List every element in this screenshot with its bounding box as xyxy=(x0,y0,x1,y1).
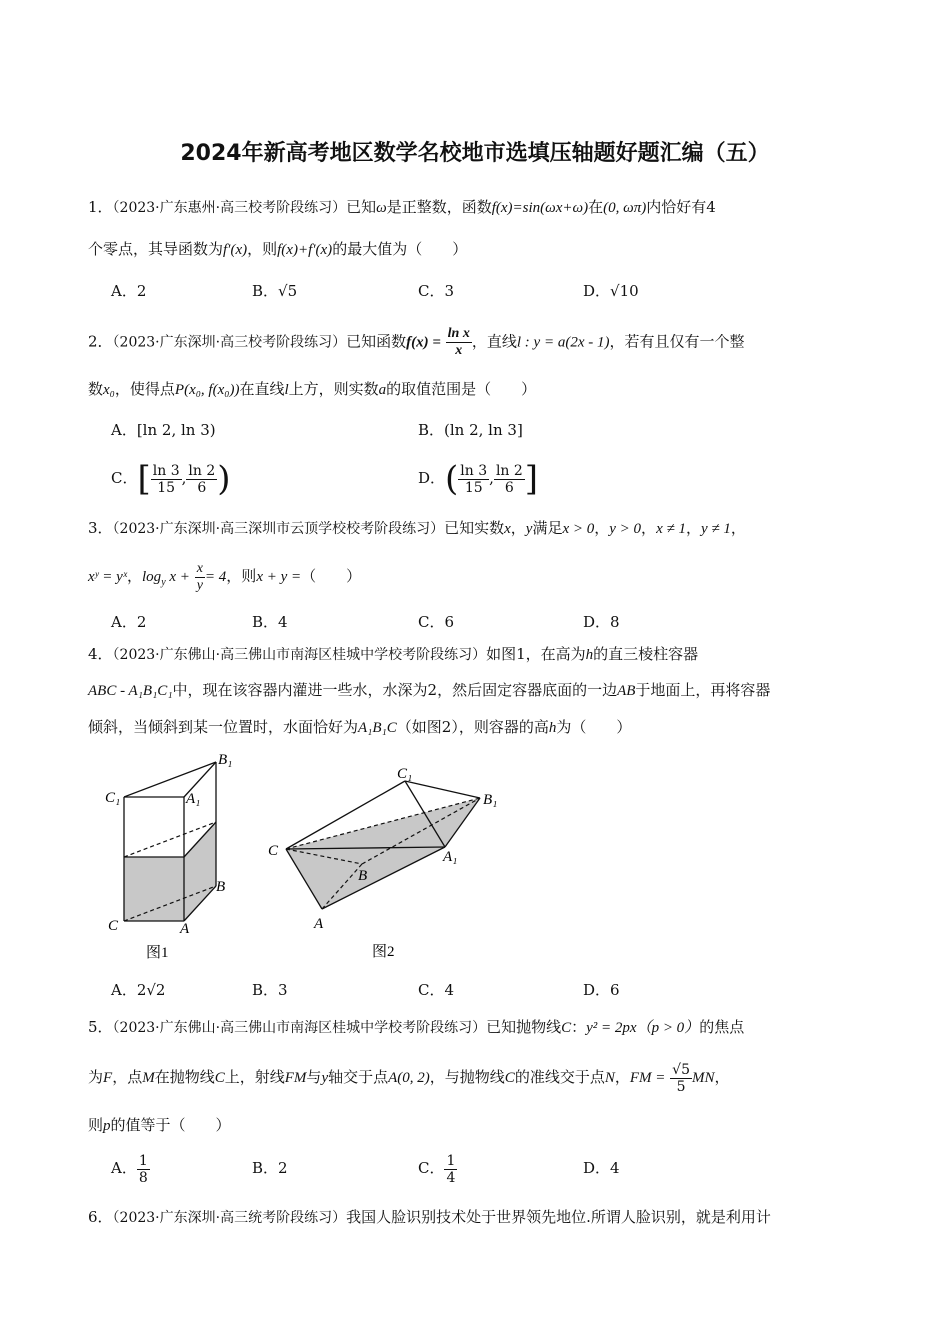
q3-log-base: y xyxy=(161,577,166,588)
q2-option-a: A．[ln 2, ln 3) xyxy=(111,421,216,439)
q2-text: 已知函数 xyxy=(346,332,407,351)
q3-option-d: D．8 xyxy=(583,613,620,631)
q3-ask: x + y = xyxy=(256,569,302,585)
q5-number: 5． xyxy=(88,1018,113,1036)
frac-den: 5 xyxy=(676,1078,686,1095)
q2-point: P(x₀, f(x₀)) xyxy=(174,382,240,398)
q3-text: 已知实数 xyxy=(444,519,505,537)
q2-text: ，使得点 xyxy=(114,380,175,398)
q2-option-d-frac2 xyxy=(494,463,525,496)
q5-parabola: y² = 2px xyxy=(586,1020,637,1036)
q2-frac-num: ln x xyxy=(447,326,470,341)
q2-line1 xyxy=(88,326,744,359)
q1-interval: (0, ωπ) xyxy=(603,200,647,216)
q3-sep: ， xyxy=(641,519,657,537)
q5-text: 的焦点 xyxy=(699,1018,745,1036)
q4-text: 于地面上，再将容器 xyxy=(635,681,771,699)
q5-c: C xyxy=(504,1070,515,1086)
q3-sep: ， xyxy=(510,519,526,537)
q5-option-a-frac xyxy=(137,1153,150,1186)
q5-option-c-frac xyxy=(444,1153,457,1186)
q1-omega: ω xyxy=(376,200,387,216)
q4-option-c: C．4 xyxy=(418,981,455,999)
q3-eq2-fraction xyxy=(195,561,205,594)
q4-text: 的直三棱柱容器 xyxy=(593,645,699,663)
q2-option-b: B．(ln 2, ln 3] xyxy=(418,421,523,439)
q5-text: 已知抛物线 xyxy=(486,1018,562,1036)
q1-option-c: C．3 xyxy=(418,282,455,300)
frac-num: ln 3 xyxy=(152,462,180,479)
q1-number: 1． xyxy=(88,198,113,216)
q3-eq2-rhs: = 4 xyxy=(204,569,227,585)
q5-option-a-label: A． xyxy=(111,1159,137,1177)
q5-vector-rhs: MN xyxy=(692,1070,715,1086)
q2-l: l xyxy=(284,382,289,398)
q3-source: （2023·广东深圳·高三深圳市云顶学校校考阶段练习） xyxy=(112,521,445,537)
fig2-label-c1: C₁ xyxy=(397,766,413,782)
fig1-label-b1: B₁ xyxy=(218,752,233,768)
q4-text: 为（ ） xyxy=(556,718,632,736)
q2-text: ，若有且仅有一个整 xyxy=(609,332,745,351)
page-title: 2024年新高考地区数学名校地市选填压轴题好题汇编（五） xyxy=(180,141,770,166)
q5-point-a: A(0, 2) xyxy=(388,1070,430,1086)
q5-source: （2023·广东佛山·高三佛山市南海区桂城中学校考阶段练习） xyxy=(112,1020,487,1036)
q5-text: ，与抛物线 xyxy=(429,1068,505,1086)
q5-vector-fraction xyxy=(670,1062,692,1095)
q4-number: 4． xyxy=(88,645,113,663)
q5-line2 xyxy=(88,1057,730,1098)
q3-option-b: B．4 xyxy=(252,613,288,631)
q2-option-d: D．( $\frac{\ln 3}{15}$ , $\frac{\ln 2}{6}$ ] xyxy=(418,459,539,499)
q1-option-d: D．√10 xyxy=(583,282,639,300)
q5-vector-lhs: FM = xyxy=(629,1070,666,1086)
q5-line3 xyxy=(88,1114,231,1137)
q2-line2 xyxy=(88,378,536,401)
q1-derivative: f′(x) xyxy=(223,242,248,258)
q2-function-fraction xyxy=(446,326,472,359)
q3-number: 3． xyxy=(88,519,113,537)
q3-option-a: A．2 xyxy=(111,613,147,631)
q1-text: 是正整数，函数 xyxy=(386,198,492,216)
q3-log: log xyxy=(142,569,162,585)
q1-text: 已知 xyxy=(346,198,377,216)
q4-ab: AB xyxy=(617,683,636,699)
q2-text: 的取值范围是（ ） xyxy=(386,380,537,398)
q2-text: 上方，则实数 xyxy=(288,380,379,398)
q6-line1 xyxy=(88,1206,771,1229)
fig1-caption: 图1 xyxy=(146,945,169,961)
q5-text: 与 xyxy=(306,1068,322,1086)
q1-text: 在 xyxy=(588,198,604,216)
q5-text: 上，射线 xyxy=(224,1068,285,1086)
frac-den: 4 xyxy=(446,1169,456,1186)
frac-den: 8 xyxy=(138,1169,148,1186)
fig1-label-a: A xyxy=(180,921,190,937)
q2-number: 2． xyxy=(88,332,113,351)
q1-sum: f(x)+f′(x) xyxy=(277,242,333,258)
q5-text: 则 xyxy=(88,1116,104,1134)
q4-option-a: A．2√2 xyxy=(111,981,166,999)
q1-line1 xyxy=(88,196,716,219)
q5-text: 的值等于（ ） xyxy=(110,1116,231,1134)
q5-n: N xyxy=(604,1070,615,1086)
q5-text: ，点 xyxy=(112,1068,143,1086)
q2-x0: x₀ xyxy=(103,382,115,398)
q3-cond2: y > 0 xyxy=(609,521,642,537)
fig2-label-a: A xyxy=(314,916,324,932)
q5-option-a xyxy=(111,1148,150,1188)
q4-text: 倾斜，当倾斜到某一位置时，水面恰好为 xyxy=(88,718,359,736)
q4-h: h xyxy=(548,720,557,736)
q5-line1 xyxy=(88,1016,744,1039)
q2-option-d-label: D． xyxy=(418,469,446,487)
q5-option-d: D．4 xyxy=(583,1159,620,1177)
q4-line3 xyxy=(88,716,631,739)
fig2-label-b: B xyxy=(358,868,368,884)
q3-eq1: xʸ = yˣ xyxy=(88,569,127,585)
q4-option-b: B．3 xyxy=(252,981,288,999)
q5-text: 为 xyxy=(88,1068,104,1086)
q1-text: 个零点，其导函数为 xyxy=(88,240,224,258)
q2-line-equation: l : y = a(2x - 1) xyxy=(516,334,610,351)
q5-c: C xyxy=(214,1070,225,1086)
q5-m: M xyxy=(142,1070,155,1086)
frac-num: x xyxy=(196,560,203,576)
q5-option-c xyxy=(418,1148,457,1188)
q3-eq2-x: x + xyxy=(165,569,190,585)
q1-line2 xyxy=(88,238,467,261)
fig2-caption: 图2 xyxy=(372,944,395,960)
q3-option-c: C．6 xyxy=(418,613,455,631)
fig1-label-b: B xyxy=(216,879,226,895)
q4-prism: ABC - A₁B₁C₁ xyxy=(88,683,173,699)
q4-line2 xyxy=(88,679,770,702)
q2-text: 数 xyxy=(88,380,104,398)
q3-sep: ， xyxy=(594,519,610,537)
q5-text: 在抛物线 xyxy=(154,1068,215,1086)
q6-number: 6． xyxy=(88,1208,113,1226)
q3-sep: ， xyxy=(685,519,701,537)
frac-num: ln 2 xyxy=(188,462,216,479)
q6-text: 我国人脸识别技术处于世界领先地位.所谓人脸识别，就是利用计 xyxy=(346,1208,771,1226)
q3-text: （ ） xyxy=(301,567,362,585)
q3-text: ，则 xyxy=(226,567,257,585)
q2-frac-den: x xyxy=(455,343,463,358)
q2-source: （2023·广东深圳·高三校考阶段练习） xyxy=(112,334,347,351)
fig1-label-a1: A₁ xyxy=(186,791,201,807)
q1-text: 的最大值为（ ） xyxy=(332,240,468,258)
q3-y: y xyxy=(525,521,533,537)
q4-line1 xyxy=(88,643,698,666)
fig2-label-c: C xyxy=(268,843,279,859)
fig1-label-c1: C₁ xyxy=(105,790,121,806)
frac-num: 1 xyxy=(446,1152,456,1169)
frac-den: 6 xyxy=(197,479,207,496)
q4-text: 中，现在该容器内灌进一些水，水深为2，然后固定容器底面的一边 xyxy=(172,681,618,699)
frac-num: √5 xyxy=(672,1061,690,1078)
q3-cond4: y ≠ 1 xyxy=(700,521,731,537)
q4-h: h xyxy=(585,647,594,663)
fig2-edge-c1b1 xyxy=(405,781,480,798)
q2-option-c-label: C． xyxy=(111,469,138,487)
frac-num: ln 3 xyxy=(460,462,488,479)
frac-den: 15 xyxy=(157,479,176,496)
q2-text: 在直线 xyxy=(239,380,285,398)
q5-option-c-label: C． xyxy=(418,1159,445,1177)
figure-2-tilted-prism xyxy=(262,758,512,963)
q5-option-b: B．2 xyxy=(252,1159,288,1177)
q1-function: f(x)=sin(ωx+ω) xyxy=(491,200,589,216)
q5-p: p xyxy=(103,1118,111,1134)
q2-option-c-frac1 xyxy=(151,463,182,496)
fig2-label-b1: B₁ xyxy=(483,792,498,808)
q3-text: 满足 xyxy=(532,519,563,537)
q5-c: C xyxy=(561,1020,572,1036)
q5-text: ， xyxy=(714,1068,730,1086)
q5-fm: FM xyxy=(284,1070,307,1086)
q5-text: 的准线交于点 xyxy=(514,1068,605,1086)
q4-source: （2023·广东佛山·高三佛山市南海区桂城中学校考阶段练习） xyxy=(112,647,487,663)
q3-line1 xyxy=(88,517,746,540)
q1-text: ，则 xyxy=(247,240,278,258)
q3-sep: ， xyxy=(127,567,143,585)
q5-text: ： xyxy=(571,1018,587,1036)
q2-a: a xyxy=(378,382,387,398)
q3-cond1: x > 0 xyxy=(562,521,595,537)
q2-text: ，直线 xyxy=(471,332,517,351)
q1-source: （2023·广东惠州·高三校考阶段练习） xyxy=(112,200,347,216)
q5-f: F xyxy=(103,1070,113,1086)
q5-yaxis: y xyxy=(321,1070,329,1086)
q2-option-c: C．[ $\frac{\ln 3}{15}$ , $\frac{\ln 2}{6}$ ) xyxy=(111,459,231,499)
fig2-label-a1: A₁ xyxy=(443,849,458,865)
frac-num: ln 2 xyxy=(495,462,523,479)
q5-condition: （p > 0） xyxy=(636,1020,700,1036)
q4-plane: A₁B₁C xyxy=(358,720,397,736)
q3-line2 xyxy=(88,556,361,603)
fig1-edge-c1b1 xyxy=(124,762,216,797)
q4-text: （如图2），则容器的高 xyxy=(396,718,549,736)
frac-num: 1 xyxy=(138,1152,148,1169)
q1-option-b: B．√5 xyxy=(252,282,298,300)
q5-text: ， xyxy=(614,1068,630,1086)
figure-1-prism xyxy=(100,750,240,965)
q3-x: x xyxy=(504,521,511,537)
q4-text: 如图1，在高为 xyxy=(486,645,586,663)
q6-source: （2023·广东深圳·高三统考阶段练习） xyxy=(112,1210,347,1226)
frac-den: y xyxy=(196,577,203,593)
q3-sep: ， xyxy=(730,519,746,537)
q2-option-c-frac2 xyxy=(186,463,217,496)
q1-text: 内恰好有4 xyxy=(646,198,716,216)
frac-den: 15 xyxy=(464,479,483,496)
fig1-label-c: C xyxy=(108,918,119,934)
q2-function-lhs: f(x) = xyxy=(406,334,441,351)
q2-option-d-frac1 xyxy=(458,463,489,496)
q3-cond3: x ≠ 1 xyxy=(656,521,686,537)
frac-den: 6 xyxy=(504,479,514,496)
q5-text: 轴交于点 xyxy=(328,1068,389,1086)
q1-option-a: A．2 xyxy=(111,282,147,300)
q4-option-d: D．6 xyxy=(583,981,620,999)
